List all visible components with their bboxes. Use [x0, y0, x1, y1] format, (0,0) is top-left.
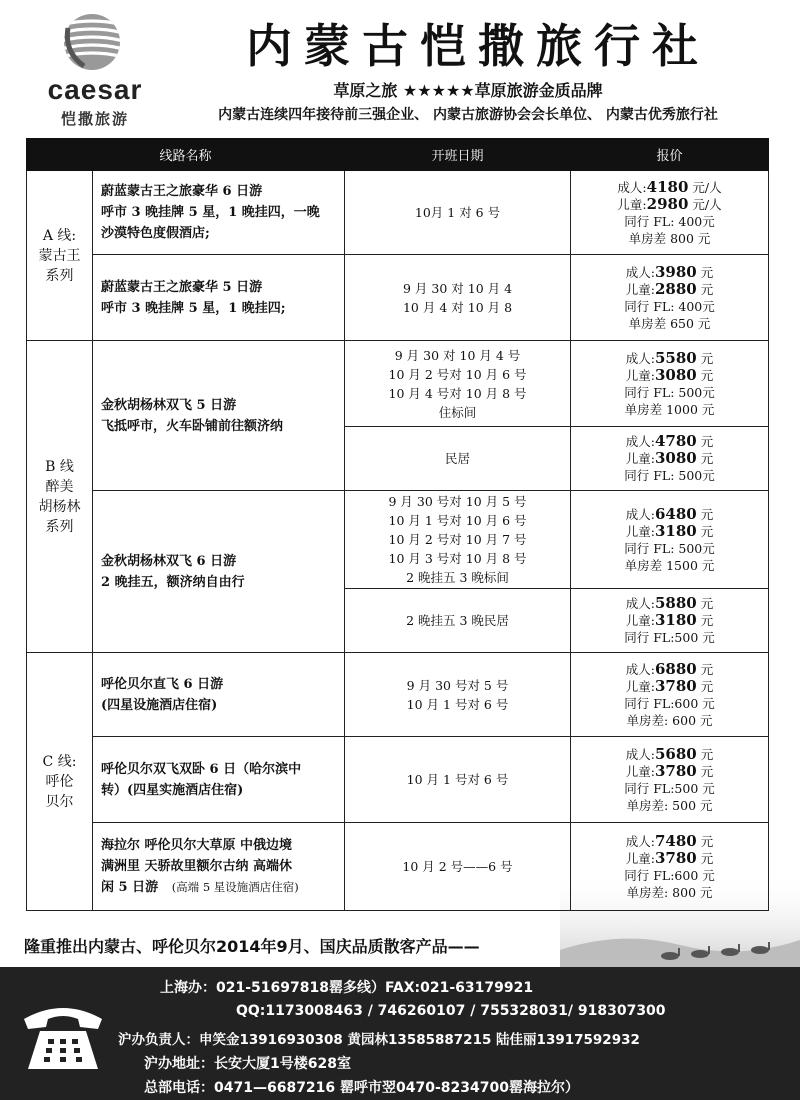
route-name: 蔚蓝蒙古王之旅豪华 6 日游 呼市 3 晚挂牌 5 星，1 晚挂四，一晚 沙漠特色度假酒店;: [93, 171, 345, 255]
route-name: 呼伦贝尔双飞双卧 6 日（哈尔滨中 转）(四星实施酒店住宿): [93, 737, 345, 823]
route-price: 成人:4180 元/人 儿童:2980 元/人 同行 FL: 400元 单房差 800 元: [571, 171, 769, 255]
route-price: 成人:3980 元 儿童:2880 元 同行 FL: 400元 单房差 650 元: [571, 255, 769, 341]
itinerary-table: [26, 138, 768, 911]
route-price: 成人:5880 元 儿童:3180 元 同行 FL:500 元: [571, 589, 769, 653]
logo-english-text: caesar: [47, 74, 143, 105]
header: [0, 0, 800, 135]
route-dates: 9 月 30 对 10 月 4 号 10 月 2 号对 10 月 6 号 10 月 4 号对 10 月 8 号 住标间: [345, 341, 571, 427]
route-price: 成人:6880 元 儿童:3780 元 同行 FL:600 元 单房差: 600 元: [571, 653, 769, 737]
table-row: [27, 653, 769, 737]
route-dates: 9 月 30 号对 10 月 5 号 10 月 1 号对 10 月 6 号 10 月 2 号对 10 月 7 号 10 月 3 号对 10 月 8 号 2 晚挂五 3 晚标间: [345, 491, 571, 589]
logo-chinese-text: 恺撒旅游: [60, 110, 129, 128]
route-dates: 2 晚挂五 3 晚民居: [345, 589, 571, 653]
table-row: [27, 491, 769, 589]
series-c-label: C 线: 呼伦 贝尔: [27, 653, 93, 911]
telephone-icon: [18, 997, 108, 1077]
route-dates: 10 月 1 号对 6 号: [345, 737, 571, 823]
route-price: 成人:4780 元 儿童:3080 元 同行 FL: 500元: [571, 427, 769, 491]
table-row: [27, 737, 769, 823]
route-dates: 10 月 2 号——6 号: [345, 823, 571, 911]
contact-footer: [0, 967, 800, 1100]
header-price: 报价: [571, 139, 769, 171]
route-dates: 9 月 30 号对 5 号 10 月 1 号对 6 号: [345, 653, 571, 737]
route-name: 金秋胡杨林双飞 5 日游 飞抵呼市，火车卧铺前往额济纳: [93, 341, 345, 491]
route-name: 蔚蓝蒙古王之旅豪华 5 日游 呼市 3 晚挂牌 5 星，1 晚挂四;: [93, 255, 345, 341]
shanghai-address: 沪办地址：长安大厦1号楼628室: [144, 1056, 351, 1072]
series-b-label: B 线 醉美 胡杨林 系列: [27, 341, 93, 653]
table-row: [27, 255, 769, 341]
shanghai-office-phone: 上海办：021-51697818罂多线）FAX:021-63179921: [160, 980, 534, 996]
route-price: 成人:5680 元 儿童:3780 元 同行 FL:500 元 单房差: 500 元: [571, 737, 769, 823]
sub-slogan: 内蒙古连续四年接待前三强企业、 内蒙古旅游协会会长单位、 内蒙古优秀旅行社: [218, 107, 718, 123]
route-name: 海拉尔 呼伦贝尔大草原 中俄边境 满洲里 天骄故里额尔古纳 高端休 闲 5 日游 (高端 5 星设施酒店住宿): [93, 823, 345, 911]
caesar-logo: [30, 12, 160, 128]
headquarters-phone: 总部电话：0471—6687216 罂呼市翌0470-8234700罂海拉尔）: [144, 1080, 579, 1096]
route-price: 成人:6480 元 儿童:3180 元 同行 FL: 500元 单房差 1500 元: [571, 491, 769, 589]
route-name: 金秋胡杨林双飞 6 日游 2 晚挂五，额济纳自由行: [93, 491, 345, 653]
qq-numbers: QQ:1173008463 / 746260107 / 755328031/ 918307300: [236, 1003, 666, 1019]
globe-logo-icon: [62, 12, 122, 72]
shanghai-contacts: 沪办负责人：申笑金13916930308 黄园林13585887215 陆佳丽13917592932: [118, 1032, 640, 1048]
slogan: 草原之旅 ★★★★★草原旅游金质品牌: [333, 81, 603, 100]
table-row: [27, 341, 769, 427]
table-row: [27, 823, 769, 911]
series-a-label: A 线: 蒙古王 系列: [27, 171, 93, 341]
route-price: 成人:7480 元 儿童:3780 元 同行 FL:600 元 单房差: 800 元: [571, 823, 769, 911]
route-price: 成人:5580 元 儿童:3080 元 同行 FL: 500元 单房差 1000 元: [571, 341, 769, 427]
route-dates: 9 月 30 对 10 月 4 10 月 4 对 10 月 8: [345, 255, 571, 341]
table-row: [27, 171, 769, 255]
header-route-name: 线路名称: [27, 139, 345, 171]
promo-banner: 隆重推出内蒙古、呼伦贝尔2014年9月、国庆品质散客产品——: [24, 937, 480, 956]
header-dates: 开班日期: [345, 139, 571, 171]
route-dates: 10月 1 对 6 号: [345, 171, 571, 255]
route-dates: 民居: [345, 427, 571, 491]
company-name: 内蒙古恺撒旅行社: [246, 19, 710, 73]
route-name: 呼伦贝尔直飞 6 日游 (四星设施酒店住宿): [93, 653, 345, 737]
